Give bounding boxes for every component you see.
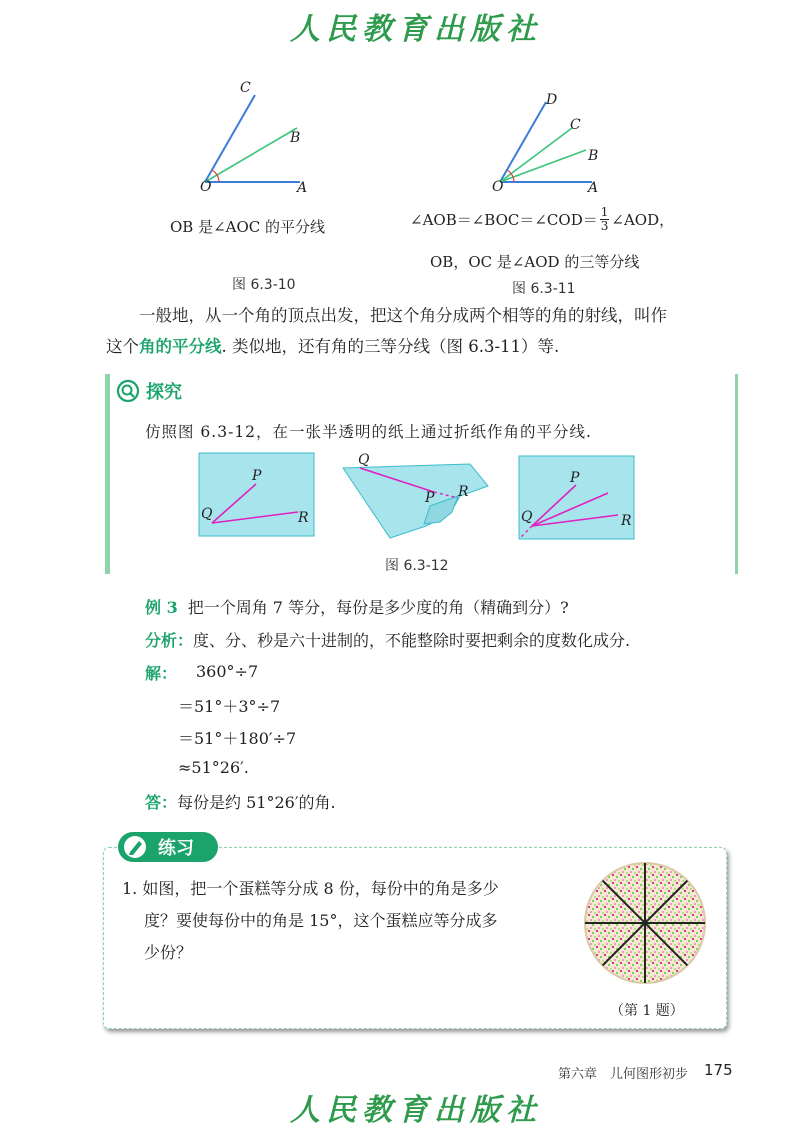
example-analysis [145,628,630,651]
fig3-label-q: Q [521,509,533,525]
equation-left: ∠AOB＝∠BOC＝∠COD＝ [410,211,598,229]
q1-line-1: 1. 如图，把一个蛋糕等分成 8 份，每份中的角是多少 [122,879,499,898]
example-answer [145,790,336,813]
line2-suffix: . 类似地，还有角的三等分线（图 6.3-11）等. [221,337,560,356]
label-o: O [200,179,212,195]
equation-right: ∠AOD， [611,211,675,229]
fig1-label-p: P [252,468,262,484]
fig3-label-p: P [570,470,580,486]
fraction-numerator: 1 [600,205,609,219]
fold-figure-3 [518,455,636,541]
practice-title: 练习 [158,838,194,859]
fig11-equation [410,206,674,233]
label-a: A [588,180,599,196]
label-b: B [588,148,599,164]
label-o: O [492,179,504,195]
solution-step-3: ＝51°＋180′÷7 [178,729,297,748]
example-text: 把一个周角 7 等分，每份是多少度的角（精确到分）? [187,598,569,617]
fraction-denominator: 3 [600,219,609,233]
ray-od [500,102,546,182]
fig10-statement: OB 是∠AOC 的平分线 [170,218,326,236]
analysis-label: 分析： [145,631,194,650]
explore-header [116,378,182,404]
definition-paragraph [106,300,746,362]
solution-step-2: ＝51°＋3°÷7 [178,697,281,716]
analysis-text: 度、分、秒是六十进制的，不能整除时要把剩余的度数化成分. [193,631,631,650]
line2-prefix: 这个 [106,337,139,356]
pencil-icon [122,834,148,860]
ray-oc [205,95,255,182]
fig11-statement: OB，OC 是∠AOD 的三等分线 [430,253,640,271]
label-c: C [570,117,581,133]
explore-text: 仿照图 6.3-12，在一张半透明的纸上通过折纸作角的平分线. [145,423,592,441]
fig2-label-p: P [425,490,435,506]
cake-image [580,858,710,988]
label-b: B [290,130,301,146]
page-number: 175 [704,1061,733,1079]
key-term-angle-bisector: 角的平分线 [139,337,222,356]
label-a: A [297,180,308,196]
fig1-label-q: Q [201,506,213,522]
fold-figure-2 [340,460,490,540]
fig10-caption: 图 6.3-10 [232,277,296,293]
explore-icon [116,379,140,403]
solution-step-1: 360°÷7 [196,662,259,681]
explore-caption: 图 6.3-12 [385,558,449,574]
q1-line-3: 少份？ [144,943,193,962]
fig3-label-r: R [621,513,632,529]
publisher-watermark-top: 人民教育出版社 [290,12,542,47]
practice-tab [118,832,218,862]
example-label: 例 3 [145,598,178,617]
fig2-label-q: Q [358,452,370,468]
solution-step-4: ≈51°26′. [178,758,249,777]
fig1-label-r: R [298,510,309,526]
label-d: D [546,92,558,108]
publisher-watermark-bottom: 人民教育出版社 [290,1093,542,1128]
answer-label: 答： [145,793,178,812]
paragraph-line-2 [106,331,746,362]
practice-question-1 [122,873,562,969]
fig11-caption: 图 6.3-11 [512,281,576,297]
paragraph-line-1: 一般地，从一个角的顶点出发，把这个角分成两个相等的角的射线，叫作 [139,306,667,325]
fig2-label-r: R [458,484,469,500]
chapter-footer: 第六章 儿何图形初步 [558,1067,689,1082]
ray-ob [205,128,297,182]
answer-text: 每份是约 51°26′的角. [177,793,336,812]
solution-label: 解： [145,664,178,683]
example-question [145,595,569,618]
q1-line-2: 度？要使每份中的角是 15°，这个蛋糕应等分成多 [144,911,498,930]
label-c: C [240,80,251,96]
fraction [600,206,610,233]
explore-title: 探究 [146,382,182,403]
cake-caption: （第 1 题） [610,1003,684,1019]
